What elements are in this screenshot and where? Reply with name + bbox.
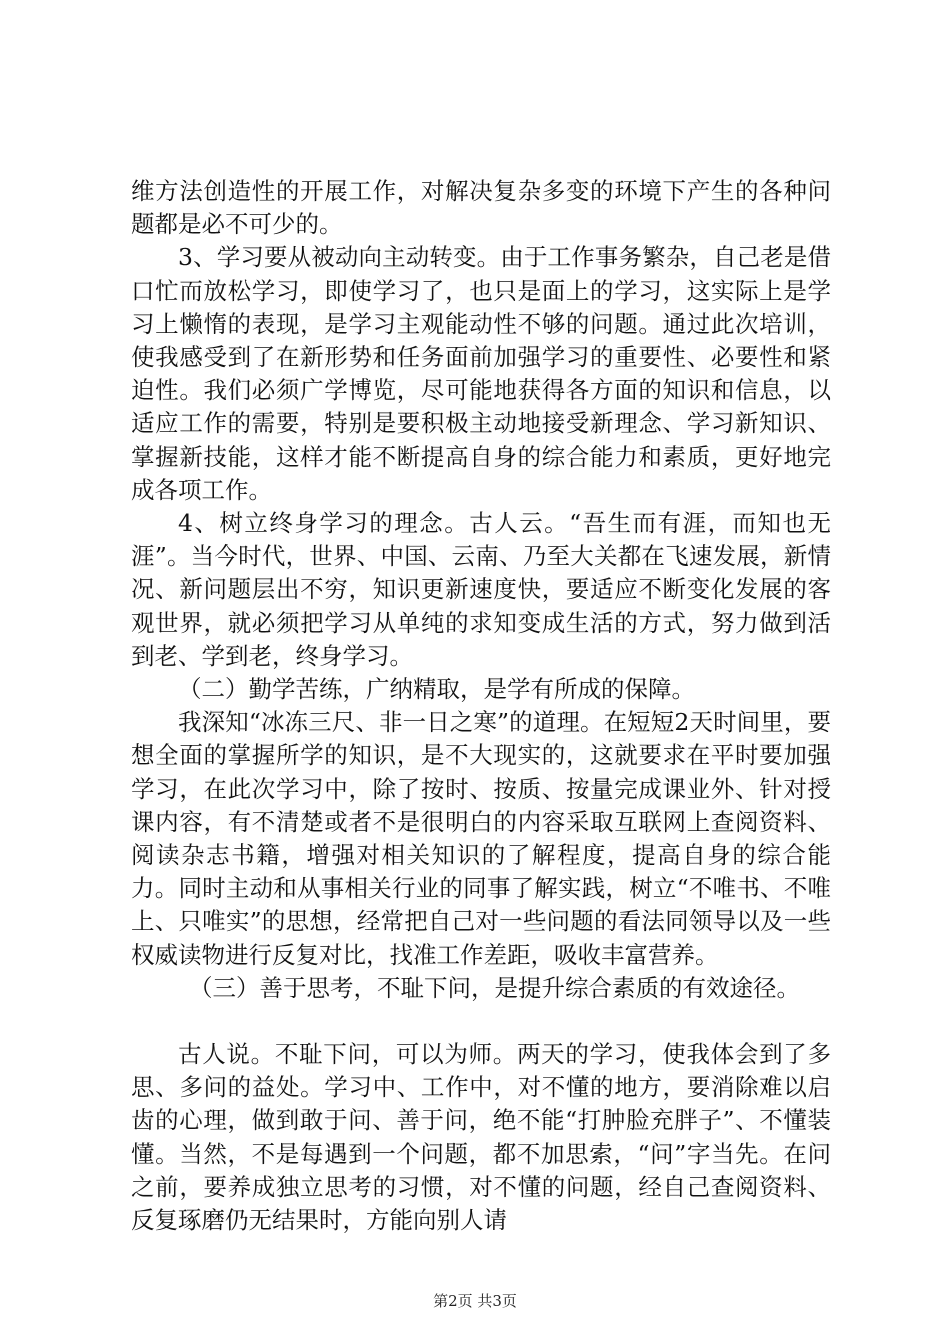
section-heading-3: （三）善于思考，不耻下问，是提升综合素质的有效途径。 <box>189 973 800 1002</box>
page-footer: 第2页 共3页 <box>433 1292 517 1310</box>
document-body <box>131 175 831 1237</box>
paragraph-continuation: 维方法创造性的开展工作，对解决复杂多变的环境下产生的各种问题都是必不可少的。 <box>131 177 831 239</box>
paragraph-point-3: 3、学习要从被动向主动转变。由于工作事务繁杂，自己老是借口忙而放松学习，即使学习了，也只是面上的学习，这实际上是学习上懒惰的表现，是学习主观能动性不够的问题。通过此次培训，使我感受到了在新形势和任务面前加强学习的重要性、必要性和紧迫性。我们必须广学博览，尽可能地获得各方面的知识和信息，以适应工作的需要，特别是要积极主动地接受新理念、学习新知识、掌握新技能，这样才能不断提高自身的综合能力和素质，更好地完成各项工作。 <box>131 243 831 504</box>
blank-line <box>131 1005 831 1038</box>
paragraph-section-3-body: 古人说。不耻下问，可以为师。两天的学习，使我体会到了多思、多问的益处。学习中、工作中，对不懂的地方，要消除难以启齿的心理，做到敢于问、善于问，绝不能“打肿脸充胖子”、不懂装懂。当然，不是每遇到一个问题，都不加思索，“问”字当先。在问之前，要养成独立思考的习惯，对不懂的问题，经自己查阅资料、反复琢磨仍无结果时，方能向别人请 <box>131 1040 831 1235</box>
paragraph-point-4: 4、树立终身学习的理念。古人云。“吾生而有涯，而知也无涯”。当今时代，世界、中国、云南、乃至大关都在飞速发展，新情况、新问题层出不穷，知识更新速度快，要适应不断变化发展的客观世界，就必须把学习从单纯的求知变成生活的方式，努力做到活到老、学到老，终身学习。 <box>131 509 831 670</box>
paragraph-section-2-body: 我深知“冰冻三尺、非一日之寒”的道理。在短短2天时间里，要想全面的掌握所学的知识，是不大现实的，这就要求在平时要加强学习，在此次学习中，除了按时、按质、按量完成课业外、针对授课内容，有不清楚或者不是很明白的内容采取互联网上查阅资料、阅读杂志书籍，增强对相关知识的了解程度，提高自身的综合能力。同时主动和从事相关行业的同事了解实践，树立“不唯书、不唯上、只唯实”的思想，经常把自己对一些问题的看法同领导以及一些权威读物进行反复对比，找准工作差距，吸收丰富营养。 <box>131 708 831 969</box>
section-heading-2: （二）勤学苦练，广纳精取，是学有所成的保障。 <box>178 675 695 704</box>
